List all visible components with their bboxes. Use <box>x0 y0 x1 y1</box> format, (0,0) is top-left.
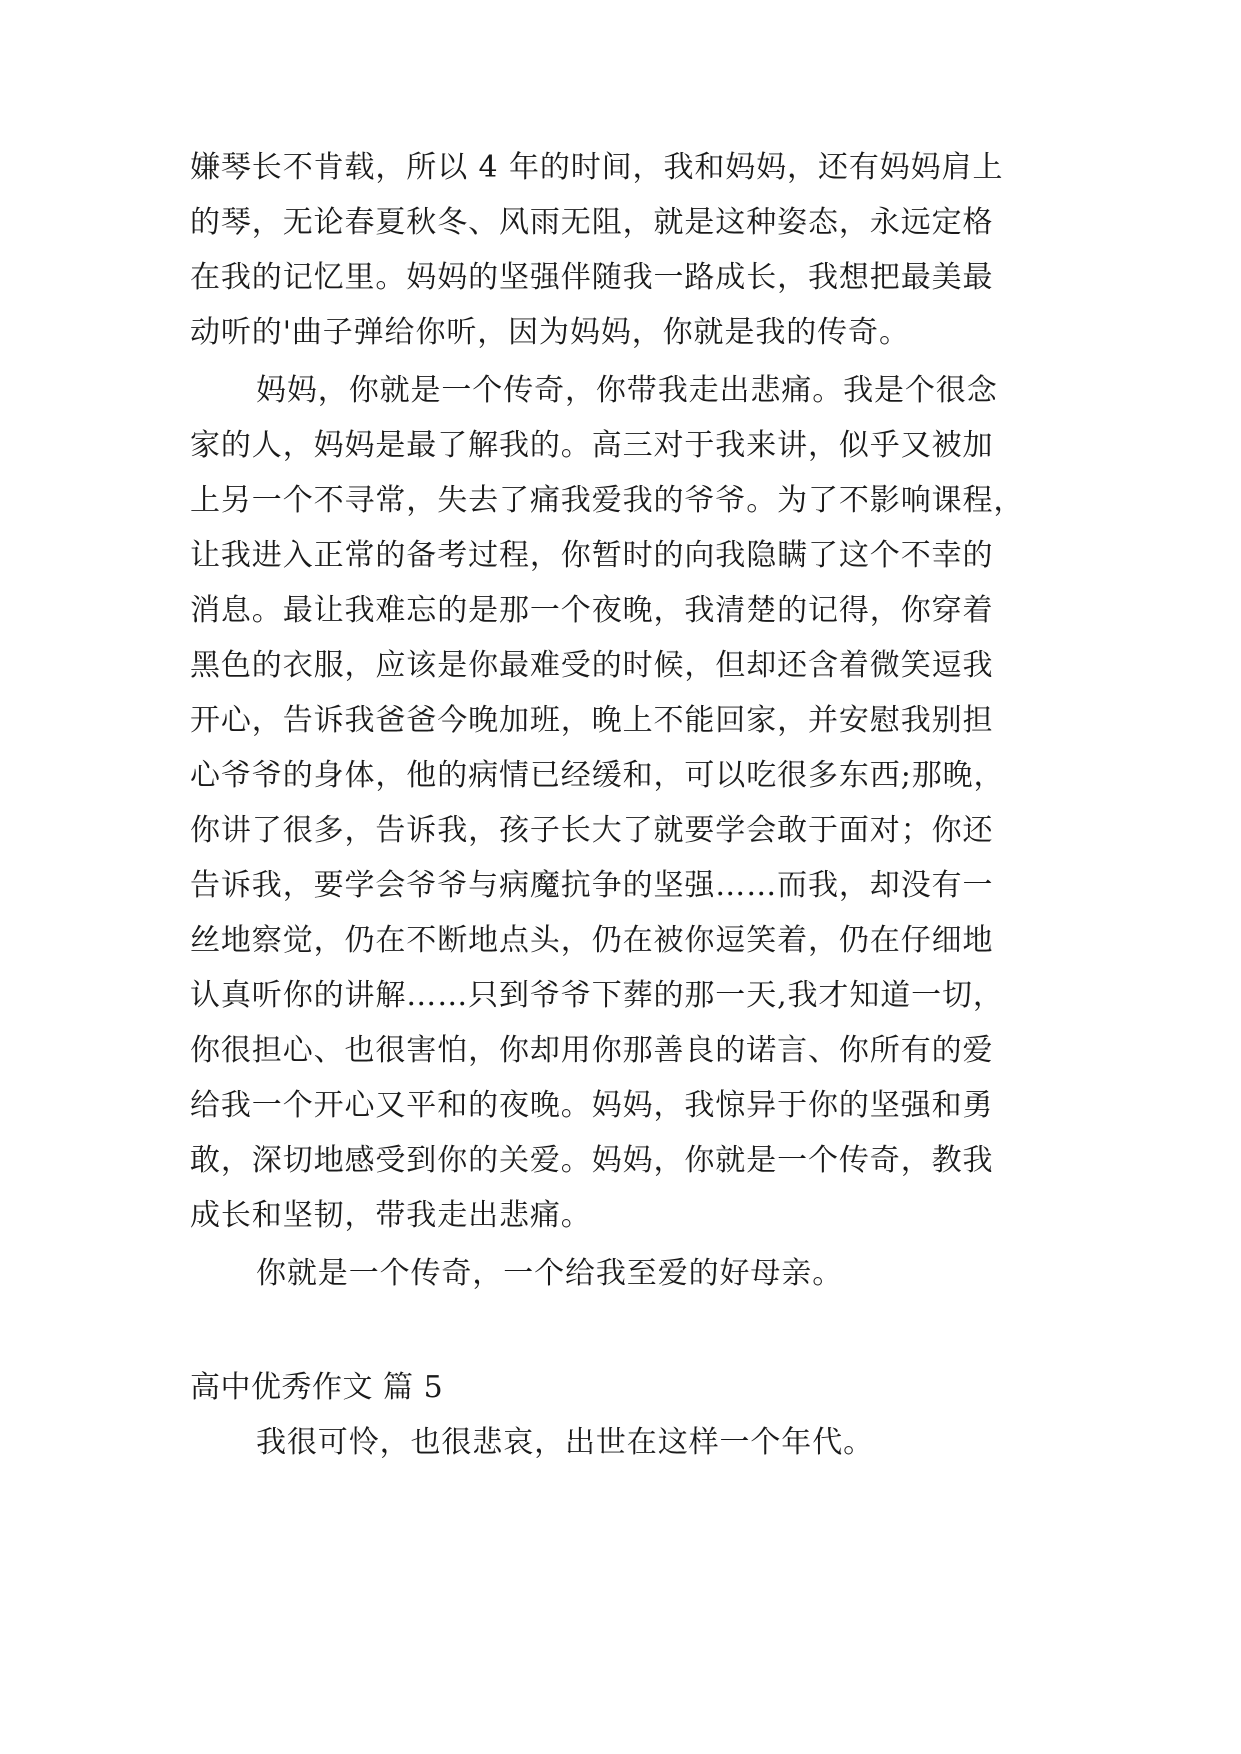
paragraph-line: 的琴，无论春夏秋冬、风雨无阻，就是这种姿态，永远定格 <box>190 205 994 240</box>
paragraph-line: 我很可怜，也很悲哀，出世在这样一个年代。 <box>256 1425 874 1460</box>
paragraph-line: 丝地察觉，仍在不断地点头，仍在被你逗笑着，仍在仔细地 <box>190 923 994 958</box>
section-heading: 高中优秀作文 篇 5 <box>190 1370 444 1405</box>
paragraph-line: 动听的'曲子弹给你听，因为妈妈，你就是我的传奇。 <box>190 315 910 350</box>
paragraph-line: 心爷爷的身体，他的病情已经缓和，可以吃很多东西;那晚， <box>190 758 1005 793</box>
paragraph-line: 消息。最让我难忘的是那一个夜晚，我清楚的记得，你穿着 <box>190 593 994 628</box>
paragraph-line: 你很担心、也很害怕，你却用你那善良的诺言、你所有的爱 <box>190 1033 994 1068</box>
paragraph-line: 给我一个开心又平和的夜晚。妈妈，我惊异于你的坚强和勇 <box>190 1088 994 1123</box>
paragraph-line: 家的人，妈妈是最了解我的。高三对于我来讲，似乎又被加 <box>190 428 994 463</box>
paragraph-line: 黑色的衣服，应该是你最难受的时候，但却还含着微笑逗我 <box>190 648 994 683</box>
paragraph-line: 妈妈，你就是一个传奇，你带我走出悲痛。我是个很念 <box>256 373 998 408</box>
paragraph-line: 认真听你的讲解……只到爷爷下葬的那一天,我才知道一切， <box>190 978 1004 1013</box>
paragraph-line: 让我进入正常的备考过程，你暂时的向我隐瞒了这个不幸的 <box>190 538 994 573</box>
paragraph-line: 告诉我，要学会爷爷与病魔抗争的坚强……而我，却没有一 <box>190 868 994 903</box>
paragraph-line: 上另一个不寻常，失去了痛我爱我的爷爷。为了不影响课程， <box>190 483 1025 518</box>
paragraph-line: 成长和坚韧，带我走出悲痛。 <box>190 1198 592 1233</box>
paragraph-line: 你讲了很多，告诉我，孩子长大了就要学会敢于面对；你还 <box>190 813 994 848</box>
paragraph-line: 你就是一个传奇，一个给我至爱的好母亲。 <box>256 1256 844 1291</box>
paragraph-line: 嫌琴长不肯载，所以 4 年的时间，我和妈妈，还有妈妈肩上 <box>190 150 1004 185</box>
paragraph-line: 在我的记忆里。妈妈的坚强伴随我一路成长，我想把最美最 <box>190 260 994 295</box>
paragraph-line: 开心，告诉我爸爸今晚加班，晚上不能回家，并安慰我别担 <box>190 703 994 738</box>
paragraph-line: 敢，深切地感受到你的关爱。妈妈，你就是一个传奇，教我 <box>190 1143 994 1178</box>
